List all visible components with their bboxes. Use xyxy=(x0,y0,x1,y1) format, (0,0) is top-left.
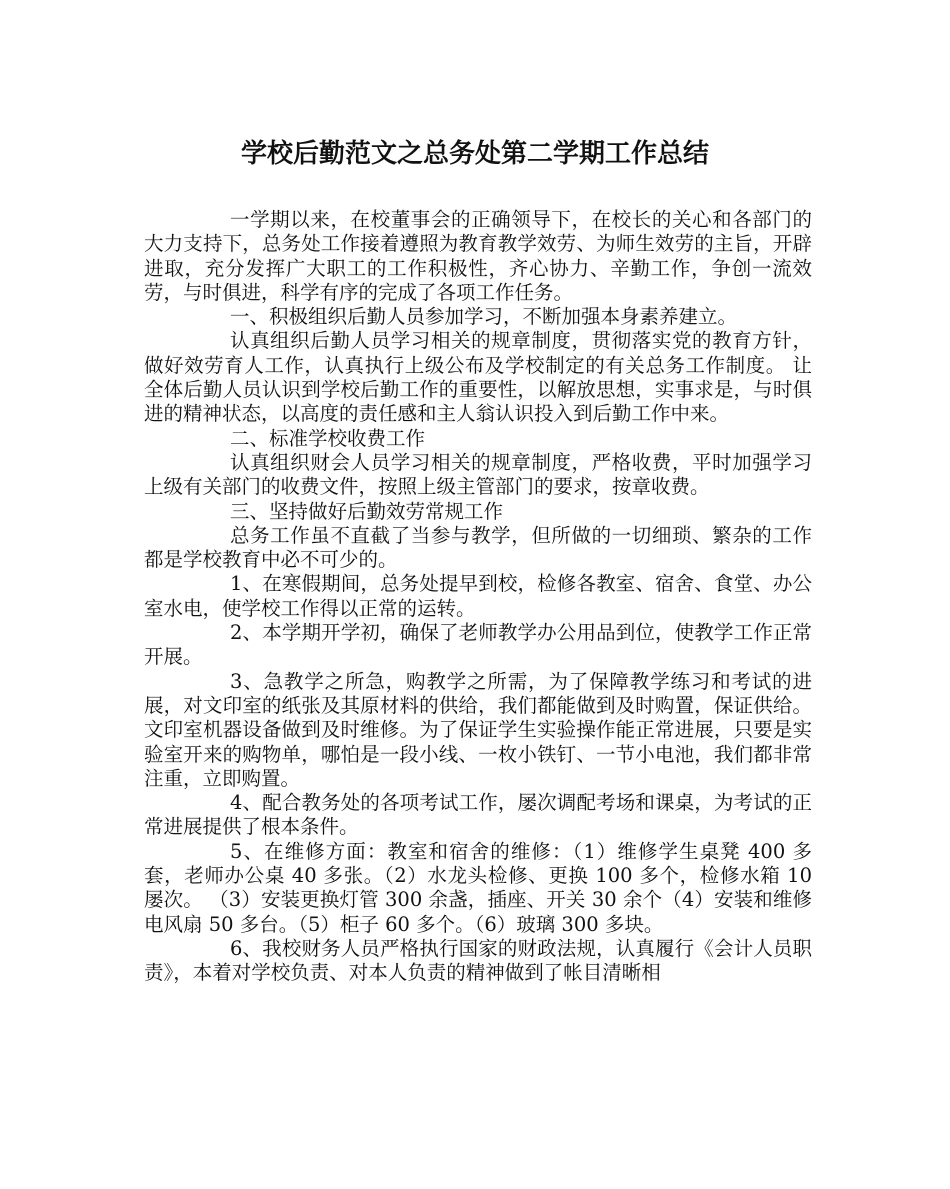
list-item-3: 3、急教学之所急，购教学之所需，为了保障教学练习和考试的进展，对文印室的纸张及其原材料的供给，我们都能做到及时购置，保证供给。文印室机器设备做到及时维修。为了保证学生实验操作能正常进展，只要是实验室开来的购物单，哪怕是一段小线、一枚小铁钉、一节小电池，我们都非常注重，立即购置。 xyxy=(144,669,812,790)
list-item-1: 1、在寒假期间，总务处提早到校，检修各教室、宿舍、食堂、办公室水电，使学校工作得以正常的运转。 xyxy=(144,572,812,620)
list-item-5: 5、在维修方面：教室和宿舍的维修：（1）维修学生桌凳 400 多套，老师办公桌 40 多张。（2）水龙头检修、更换 100 多个，检修水箱 10 屡次。 （3）安装更换灯管 300 余盏，插座、开关 30 余个（4）安装和维修电风扇 50 多台。（5）柜子 60 多个。（6）玻璃 300 多块。 xyxy=(144,839,812,936)
paragraph-section-2: 认真组织财会人员学习相关的规章制度，严格收费，平时加强学习上级有关部门的收费文件，按照上级主管部门的要求，按章收费。 xyxy=(144,450,812,499)
section-heading-1: 一、积极组织后勤人员参加学习，不断加强本身素养建立。 xyxy=(230,305,738,329)
list-item-4: 4、配合教务处的各项考试工作，屡次调配考场和课桌，为考试的正常进展提供了根本条件。 xyxy=(144,791,812,839)
document-title: 学校后勤范文之总务处第二学期工作总结 xyxy=(240,139,709,169)
paragraph-section-3: 总务工作虽不直截了当参与教学，但所做的一切细琐、繁杂的工作都是学校教育中必不可少的。 xyxy=(144,523,812,572)
list-item-6: 6、我校财务人员严格执行国家的财政法规，认真履行《会计人员职责》，本着对学校负责、对本人负责的精神做到了帐目清晰相 xyxy=(144,936,812,985)
paragraph-intro: 一学期以来，在校董事会的正确领导下，在校长的关心和各部门的大力支持下，总务处工作接着遵照为教育教学效劳、为师生效劳的主旨，开辟进取，充分发挥广大职工的工作积极性，齐心协力、辛勤工作，争创一流效劳，与时俱进，科学有序的完成了各项工作任务。 xyxy=(144,208,812,304)
section-heading-2: 二、标准学校收费工作 xyxy=(230,426,426,450)
list-item-2: 2、本学期开学初，确保了老师教学办公用品到位，使教学工作正常开展。 xyxy=(144,621,812,669)
paragraph-section-1: 认真组织后勤人员学习相关的规章制度，贯彻落实党的教育方针，做好效劳育人工作，认真执行上级公布及学校制定的有关总务工作制度。 让全体后勤人员认识到学校后勤工作的重要性，以解放思想，实事求是，与时俱进的精神状态，以高度的责任感和主人翁认识投入到后勤工作中来。 xyxy=(144,329,812,426)
document-body xyxy=(144,208,812,986)
section-heading-3: 三、坚持做好后勤效劳常规工作 xyxy=(230,499,504,523)
